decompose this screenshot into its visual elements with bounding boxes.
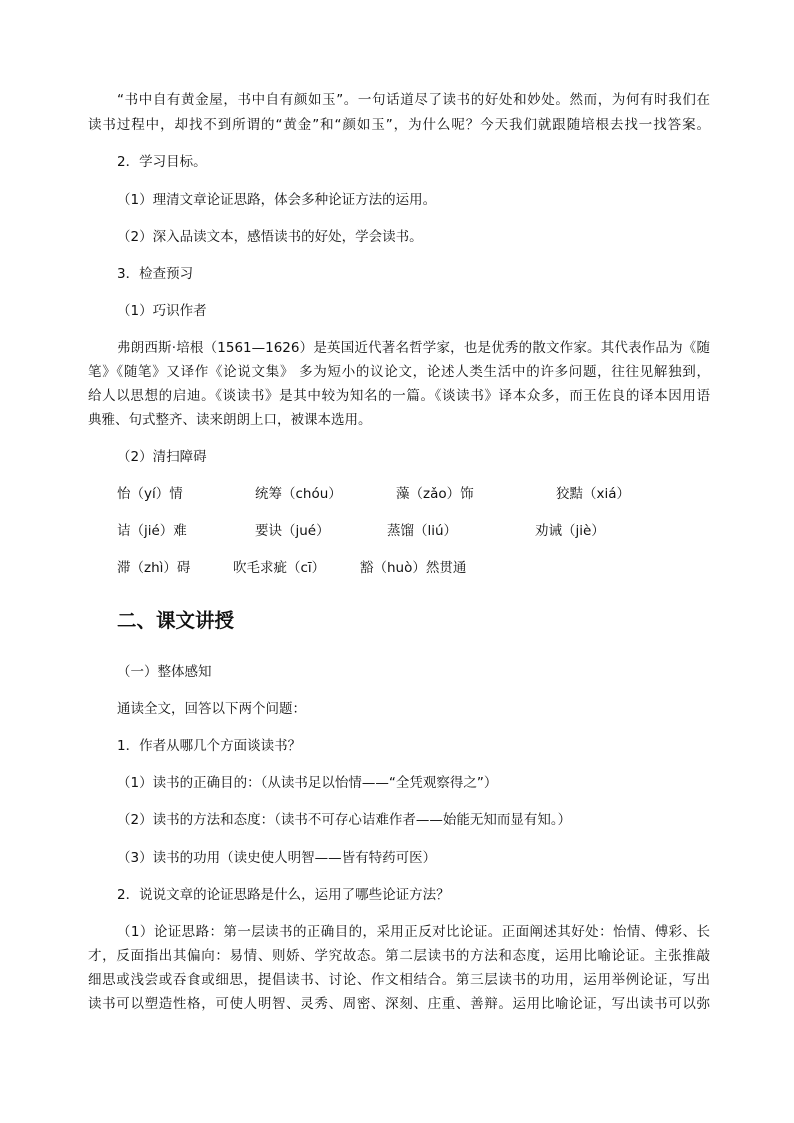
pinyin-item: 劝诫（jiè） bbox=[535, 523, 605, 539]
intro-line-1: “书中自有黄金屋，书中自有颜如玉”。一句话道尽了读书的好处和妙处。然而，为何有时我们在 bbox=[117, 92, 710, 108]
author-line-4: 典雅、句式整齐、读来朗朗上口，被课本选用。 bbox=[88, 412, 372, 428]
answer-1-1: （1）读书的正确目的：（从读书足以怡情——“全凭观察得之”） bbox=[117, 775, 498, 791]
answer-2-line-1: （1）论证思路：第一层读书的正确目的，采用正反对比论证。正面阐述其好处：怡情、傅彩、长 bbox=[117, 924, 710, 940]
obstacles-heading: （2）清扫障碍 bbox=[117, 449, 207, 465]
author-line-2: 笔》《随笔》又译作《论说文集》 多为短小的议论文，论述人类生活中的许多问题，往往见解独到， bbox=[88, 364, 710, 380]
pinyin-item: 吹毛求疵（cī） bbox=[233, 560, 326, 576]
answer-2-line-4: 读书可以塑造性格，可使人明智、灵秀、周密、深刻、庄重、善辩。运用比喻论证，写出读书可以弥 bbox=[88, 996, 710, 1012]
section-title: 二、课文讲授 bbox=[117, 609, 235, 632]
preview-heading: 3．检查预习 bbox=[117, 266, 194, 282]
pinyin-item: 怡（yí）情 bbox=[117, 486, 183, 502]
pinyin-item: 要诀（jué） bbox=[255, 523, 330, 539]
goals-heading: 2．学习目标。 bbox=[117, 154, 207, 170]
pinyin-item: 统筹（chóu） bbox=[255, 486, 342, 502]
goal-item-2: （2）深入品读文本，感悟读书的好处，学会读书。 bbox=[117, 229, 423, 245]
pinyin-item: 滞（zhì）碍 bbox=[117, 560, 191, 576]
answer-2-line-3: 细思或浅尝或吞食或细思，提倡读书、讨论、作文相结合。第三层读书的功用，运用举例论证，写出 bbox=[88, 972, 710, 988]
pinyin-item: 豁（huò）然贯通 bbox=[360, 560, 467, 576]
intro-line-2: 读书过程中，却找不到所谓的“黄金”和“颜如玉”，为什么呢？今天我们就跟随培根去找一找答案。 bbox=[88, 117, 710, 133]
answer-1-3: （3）读书的功用（读史使人明智——皆有特药可医） bbox=[117, 850, 437, 866]
pinyin-item: 蒸馏（liú） bbox=[387, 523, 458, 539]
answer-1-2: （2）读书的方法和态度：（读书不可存心诘难作者——始能无知而显有知。） bbox=[117, 812, 572, 828]
pinyin-item: 诘（jié）难 bbox=[117, 523, 187, 539]
prompt-text: 通读全文，回答以下两个问题： bbox=[117, 701, 306, 717]
answer-2-line-2: 才，反面指出其偏向：易情、则娇、学究故态。第二层读书的方法和态度，运用比喻论证。主张推敲 bbox=[88, 948, 710, 964]
author-heading: （1）巧识作者 bbox=[117, 303, 207, 319]
author-line-1: 弗朗西斯·培根（1561—1626）是英国近代著名哲学家，也是优秀的散文作家。其代表作品为《随 bbox=[117, 340, 710, 356]
pinyin-item: 藻（zǎo）饰 bbox=[396, 486, 474, 502]
author-line-3: 给人以思想的启迪。《谈读书》是其中较为知名的一篇。《谈读书》译本众多，而王佐良的译本因用语 bbox=[88, 388, 710, 404]
question-2: 2．说说文章的论证思路是什么，运用了哪些论证方法？ bbox=[117, 887, 450, 903]
pinyin-item: 狡黠（xiá） bbox=[556, 486, 631, 502]
goal-item-1: （1）理清文章论证思路，体会多种论证方法的运用。 bbox=[117, 192, 437, 208]
subsection-heading: （一）整体感知 bbox=[117, 664, 212, 680]
question-1: 1．作者从哪几个方面谈读书？ bbox=[117, 738, 302, 754]
